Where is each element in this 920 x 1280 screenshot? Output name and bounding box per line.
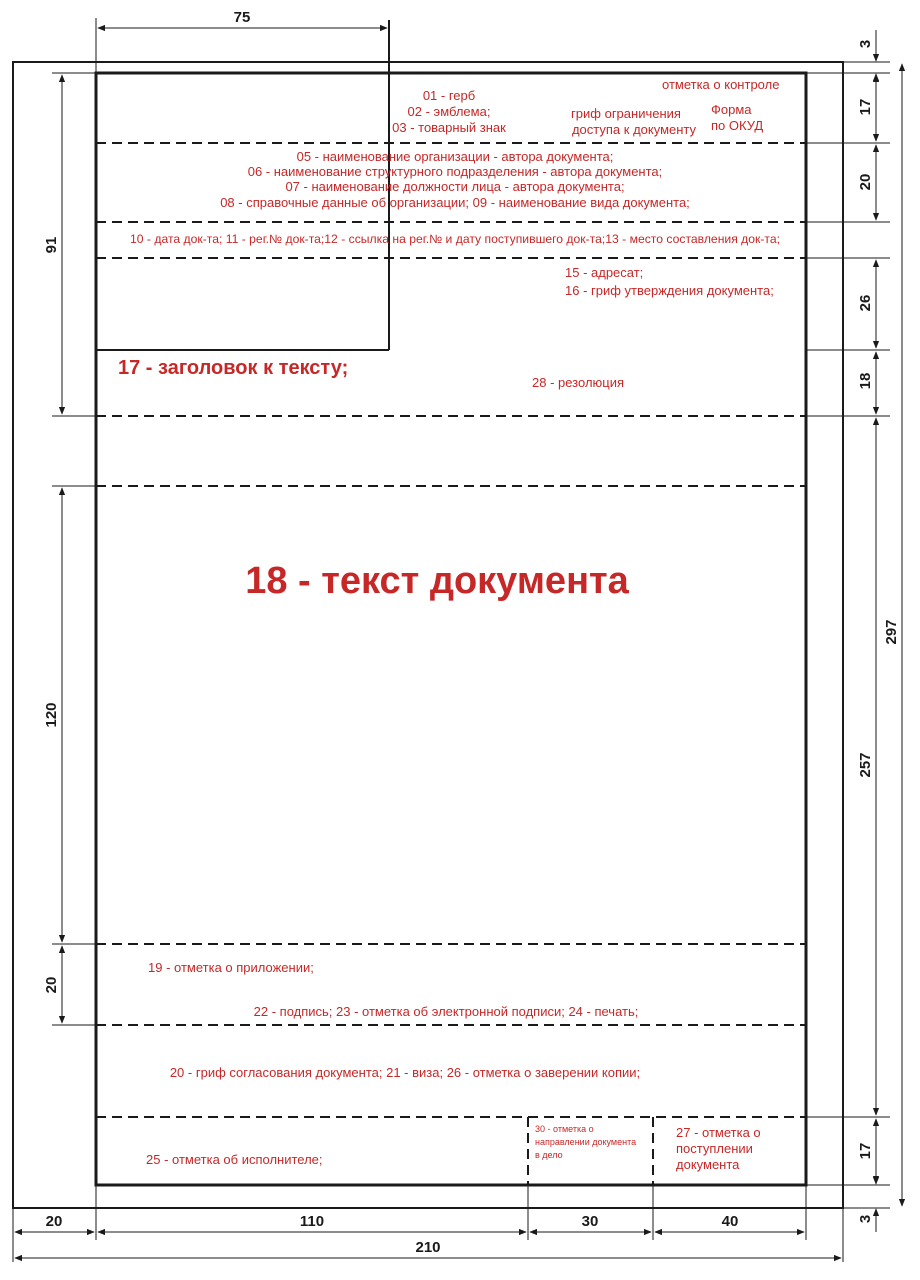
requisite-okud-2: по ОКУД xyxy=(711,118,764,133)
requisite-18: 18 - текст документа xyxy=(245,560,629,602)
dim-label-3-bottom: 3 xyxy=(857,1214,874,1224)
requisite-okud-1: Форма xyxy=(711,102,752,117)
dim-label-91: 91 xyxy=(43,236,60,254)
requisite-25: 25 - отметка об исполнителе; xyxy=(146,1152,323,1167)
dim-label-297: 297 xyxy=(883,619,900,645)
requisite-15: 15 - адресат; xyxy=(565,265,644,280)
dim-label-120: 120 xyxy=(43,702,60,728)
dim-label-20-bottom: 20 xyxy=(45,1213,63,1230)
dim-label-20-right: 20 xyxy=(857,173,874,191)
requisite-02: 02 - эмблема; xyxy=(407,104,491,119)
requisite-restriction-2: доступа к документу xyxy=(571,122,697,137)
dim-label-210: 210 xyxy=(415,1239,441,1256)
dim-label-3-top: 3 xyxy=(857,39,874,49)
requisite-08-09: 08 - справочные данные об организации; 09 - наименование вида документа; xyxy=(220,195,690,210)
requisite-28: 28 - резолюция xyxy=(532,375,625,390)
dim-label-17-bottom: 17 xyxy=(857,1142,874,1160)
requisite-17: 17 - заголовок к тексту; xyxy=(118,357,349,379)
requisite-20-21-26: 20 - гриф согласования документа; 21 - виза; 26 - отметка о заверении копии; xyxy=(169,1065,641,1080)
dim-label-26: 26 xyxy=(857,294,874,312)
requisite-30-2: направлении документа xyxy=(535,1137,637,1147)
requisite-22-24: 22 - подпись; 23 - отметка об электронной подписи; 24 - печать; xyxy=(253,1004,639,1019)
dim-label-20-left: 20 xyxy=(43,976,60,994)
requisite-07: 07 - наименование должности лица - автора документа; xyxy=(285,179,625,194)
requisite-16: 16 - гриф утверждения документа; xyxy=(565,283,774,298)
dim-label-18: 18 xyxy=(857,372,874,390)
dim-label-257: 257 xyxy=(857,752,874,778)
dim-label-17-top: 17 xyxy=(857,98,874,116)
requisite-30-3: в дело xyxy=(535,1150,563,1160)
requisite-05: 05 - наименование организации - автора документа; xyxy=(296,149,614,164)
requisite-19: 19 - отметка о приложении; xyxy=(148,960,314,975)
dim-label-110: 110 xyxy=(299,1213,325,1230)
requisite-27-1: 27 - отметка о xyxy=(676,1125,761,1140)
requisite-control-mark: отметка о контроле xyxy=(662,77,780,92)
requisite-01: 01 - герб xyxy=(422,88,476,103)
requisite-03: 03 - товарный знак xyxy=(392,120,506,135)
requisite-restriction-1: гриф ограничения xyxy=(571,106,681,121)
dim-label-75: 75 xyxy=(233,9,251,26)
requisite-27-3: документа xyxy=(676,1157,740,1172)
requisite-10-13: 10 - дата док-та; 11 - рег.№ док-та;12 - ссылка на рег.№ и дату поступившего док-та;13 - место составления док-та; xyxy=(130,232,781,246)
requisite-27-2: поступлении xyxy=(676,1141,753,1156)
dim-label-30: 30 xyxy=(581,1213,599,1230)
requisite-06: 06 - наименование структурного подразделения - автора документа; xyxy=(247,164,663,179)
requisite-30-1: 30 - отметка о xyxy=(535,1124,594,1134)
dim-label-40: 40 xyxy=(721,1213,739,1230)
